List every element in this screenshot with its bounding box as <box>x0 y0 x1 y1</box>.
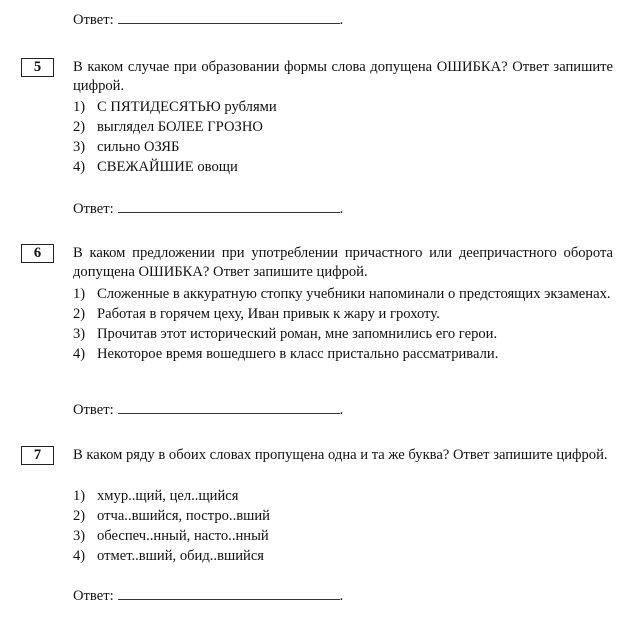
answer-label: Ответ: <box>73 588 114 604</box>
option-text: обеспеч..нный, насто..нный <box>97 528 269 544</box>
answer-line-6 <box>73 400 343 420</box>
option-number: 3) <box>73 139 86 155</box>
option-item <box>73 527 613 546</box>
option-text: С ПЯТИДЕСЯТЬЮ рублями <box>97 99 277 115</box>
answer-label: Ответ: <box>73 201 114 217</box>
option-number: 2) <box>73 508 86 524</box>
option-text: отмет..вший, обид..вшийся <box>97 548 265 564</box>
option-number: 2) <box>73 119 86 135</box>
option-item <box>73 345 613 364</box>
option-item <box>73 158 613 177</box>
option-text: сильно ОЗЯБ <box>97 139 180 155</box>
answer-label: Ответ: <box>73 402 114 418</box>
answer-blank[interactable] <box>118 199 340 213</box>
options-list <box>73 487 613 567</box>
option-text: Работая в горячем цеху, Иван привык к жару и грохоту. <box>97 306 440 322</box>
option-item <box>73 118 613 137</box>
option-number: 3) <box>73 528 86 544</box>
option-text: СВЕЖАЙШИЕ овощи <box>97 159 238 175</box>
option-item <box>73 305 613 324</box>
answer-dot: . <box>339 12 344 28</box>
task-number-box: 5 <box>21 58 54 77</box>
answer-blank[interactable] <box>118 586 340 600</box>
task-question: В каком случае при образовании формы слова допущена ОШИБКА? Ответ запишите цифрой. <box>73 59 613 94</box>
task-question: В каком ряду в обоих словах пропущена одна и та же буква? Ответ запишите цифрой. <box>73 447 608 463</box>
answer-line-prev <box>73 10 343 30</box>
option-text: хмур..щий, цел..щийся <box>97 488 239 504</box>
option-number: 4) <box>73 548 86 564</box>
option-item <box>73 98 613 117</box>
option-number: 1) <box>73 488 86 504</box>
option-text: отча..вшийся, постро..вший <box>97 508 270 524</box>
option-item <box>73 487 613 506</box>
answer-line-7 <box>73 586 343 606</box>
options-list <box>73 285 613 365</box>
option-item <box>73 507 613 526</box>
option-item <box>73 138 613 157</box>
option-item <box>73 325 613 344</box>
option-number: 4) <box>73 346 86 362</box>
option-number: 1) <box>73 99 86 115</box>
answer-label: Ответ: <box>73 12 114 28</box>
answer-blank[interactable] <box>118 400 340 414</box>
answer-dot: . <box>339 201 344 217</box>
option-number: 2) <box>73 306 86 322</box>
option-number: 4) <box>73 159 86 175</box>
answer-blank[interactable] <box>118 10 340 24</box>
task-question: В каком предложении при употреблении причастного или деепричастного оборота допущена ОШИБКА? Ответ запишите цифрой. <box>73 245 613 280</box>
task-number-box: 6 <box>21 244 54 263</box>
option-number: 3) <box>73 326 86 342</box>
task-number-box: 7 <box>21 446 54 465</box>
option-text: выглядел БОЛЕЕ ГРОЗНО <box>97 119 263 135</box>
answer-line-5 <box>73 199 343 219</box>
option-text: Некоторое время вошедшего в класс пристально рассматривали. <box>97 346 499 362</box>
answer-dot: . <box>339 588 344 604</box>
answer-dot: . <box>339 402 344 418</box>
options-list <box>73 98 613 178</box>
option-item <box>73 285 613 304</box>
option-number: 1) <box>73 286 86 302</box>
option-item <box>73 547 613 566</box>
option-text: Сложенные в аккуратную стопку учебники напоминали о предстоящих экзаменах. <box>97 286 611 302</box>
option-text: Прочитав этот исторический роман, мне запомнились его герои. <box>97 326 498 342</box>
